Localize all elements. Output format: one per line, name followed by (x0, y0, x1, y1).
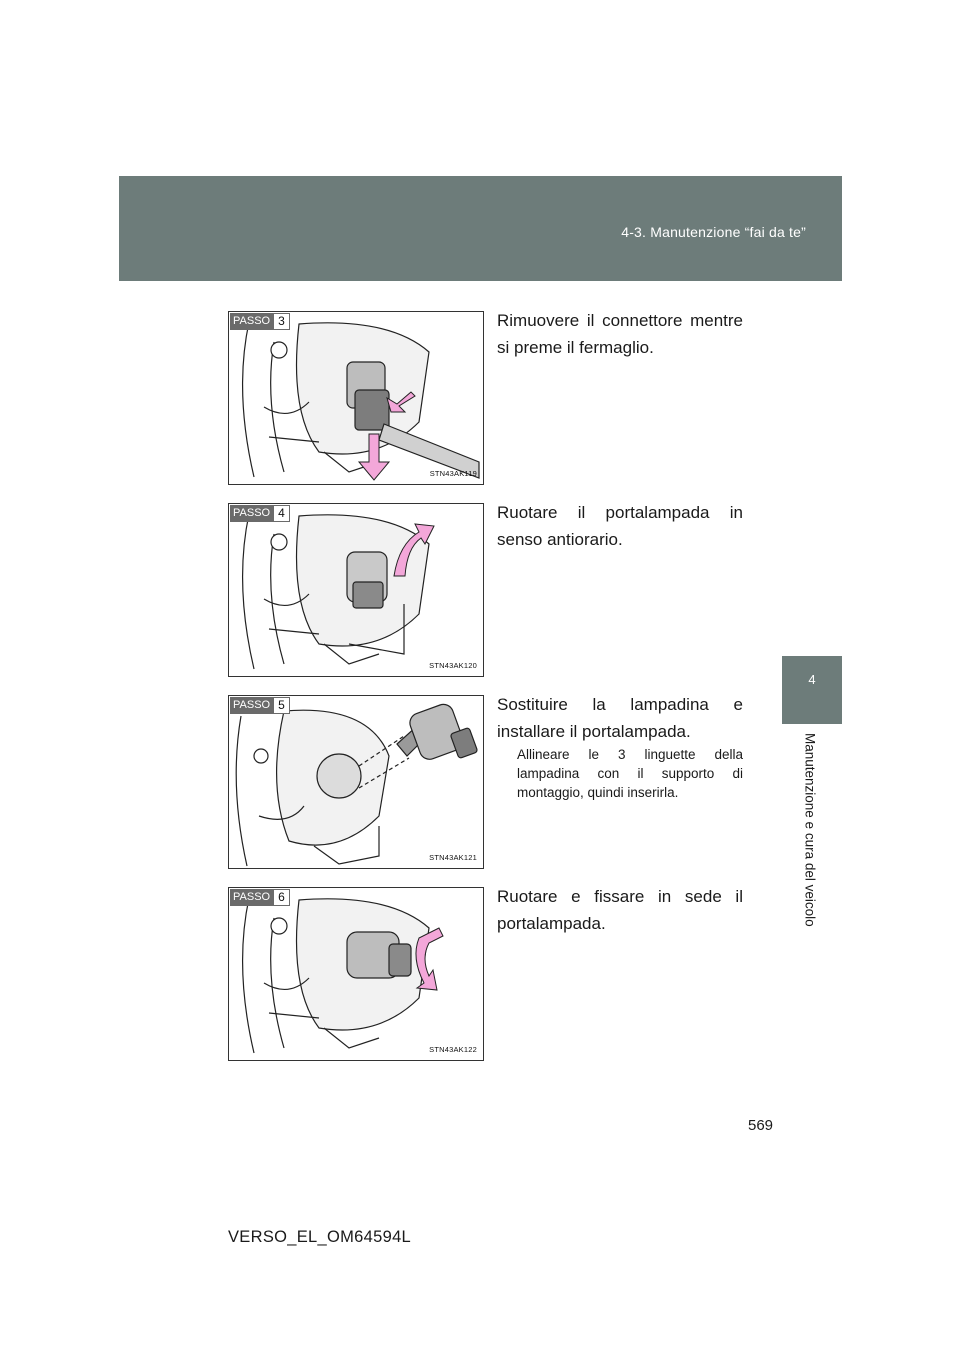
figure-code: STN43AK120 (429, 661, 477, 670)
step-5-illustration (228, 695, 484, 869)
step-4-illustration (228, 503, 484, 677)
chapter-tab (782, 656, 842, 724)
chapter-number: 4 (808, 672, 816, 687)
header-band (119, 176, 842, 281)
section-title: 4-3. Manutenzione “fai da te” (621, 224, 806, 240)
step-6-text: Ruotare e fissare in sede il portalampada. (497, 887, 743, 933)
step-6-illustration (228, 887, 484, 1061)
figure-code: STN43AK122 (429, 1045, 477, 1054)
step-3-illustration (228, 311, 484, 485)
document-code: VERSO_EL_OM64594L (228, 1228, 412, 1246)
chapter-title: Manutenzione e cura del veicolo (802, 733, 818, 927)
step-4-text: Ruotare il portalampada in senso antiorario. (497, 503, 743, 549)
figure-code: STN43AK119 (429, 469, 477, 478)
step-5-note: Allineare le 3 linguette della lampadina con il supporto di montaggio, quindi inserirla. (517, 747, 743, 800)
step-badge: PASSO 6 (230, 889, 290, 906)
step-3-text: Rimuovere il connettore mentre si preme il fermaglio. (497, 311, 743, 357)
step-badge: PASSO 4 (230, 505, 290, 522)
step-badge: PASSO 3 (230, 313, 290, 330)
page-number: 569 (748, 1117, 774, 1134)
step-badge: PASSO 5 (230, 697, 290, 714)
figure-code: STN43AK121 (429, 853, 477, 862)
chapter-side-label (800, 733, 820, 943)
step-5-text: Sostituire la lampadina e installare il portalampada. (497, 695, 743, 741)
